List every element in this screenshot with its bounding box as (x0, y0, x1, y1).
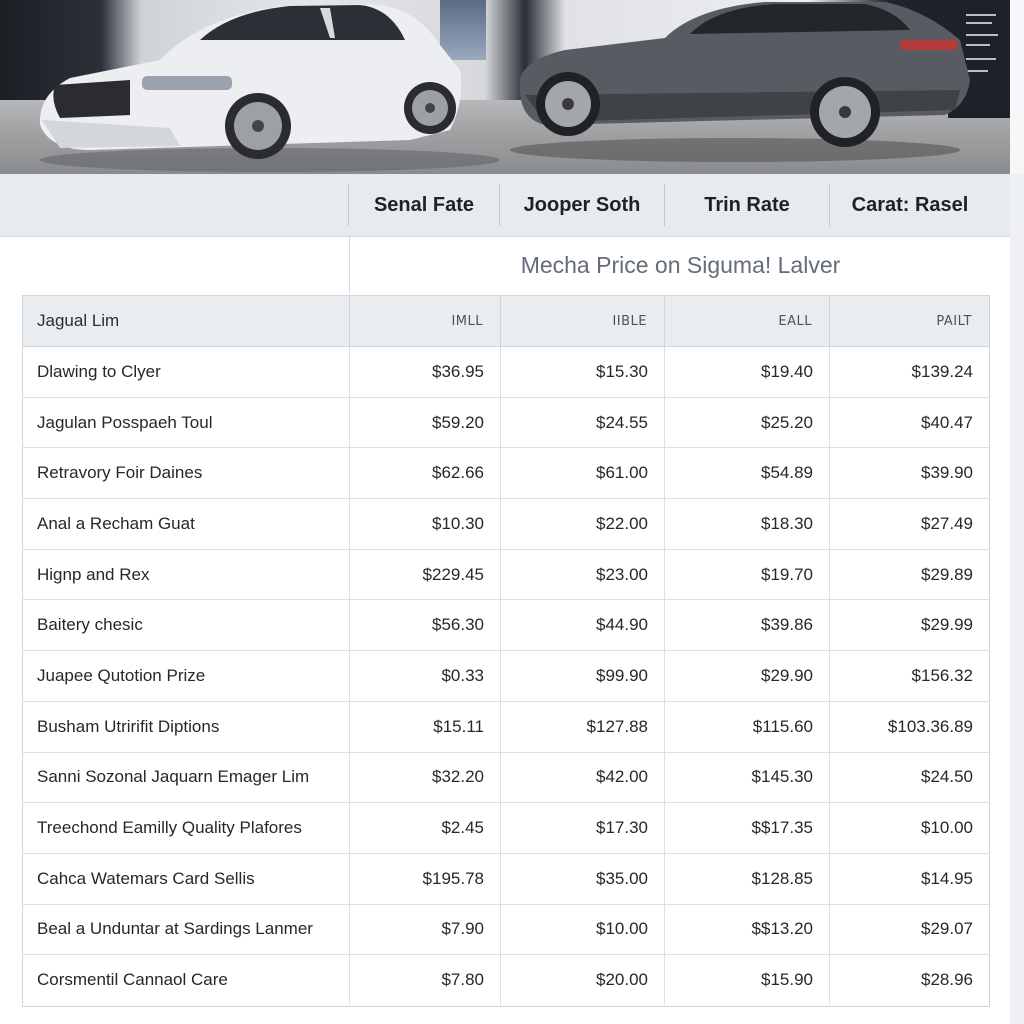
top-header-col-1: Senal Fate (373, 193, 475, 216)
price-cell: $40.47 (921, 412, 973, 432)
price-cell: $156.32 (911, 665, 973, 685)
price-cell: $35.00 (501, 854, 665, 904)
price-cell: $7.90 (350, 905, 501, 955)
price-cell: $195.78 (350, 854, 501, 904)
price-cell: $15.11 (350, 702, 501, 752)
table-row (23, 905, 989, 956)
row-name-cell: Corsmentil Cannaol Care (23, 955, 350, 1005)
price-cell: $139.24 (911, 361, 973, 381)
price-cell: $29.90 (665, 651, 830, 701)
price-table (22, 295, 990, 1007)
price-cell: $22.00 (501, 499, 665, 549)
column-header: IMLL (350, 296, 501, 347)
row-name-cell: Dlawing to Clyer (23, 347, 350, 397)
price-cell: $61.00 (501, 448, 665, 498)
column-header: PAILT (830, 296, 989, 347)
price-cell: $62.66 (350, 448, 501, 498)
price-cell: $19.70 (665, 550, 830, 600)
price-cell: $23.00 (501, 550, 665, 600)
table-row (23, 347, 989, 398)
row-label-header: Jagual Lim (23, 296, 350, 347)
table-row (23, 854, 989, 905)
price-cell: $25.20 (665, 398, 830, 448)
price-cell: $10.30 (350, 499, 501, 549)
table-row (23, 803, 989, 854)
row-name-cell: Retravory Foir Daines (23, 448, 350, 498)
price-cell: $36.95 (350, 347, 501, 397)
table-row (23, 955, 989, 1006)
price-cell: $28.96 (921, 970, 973, 990)
price-cell: $32.20 (350, 753, 501, 803)
row-name-cell: Anal a Recham Guat (23, 499, 350, 549)
price-cell: $39.90 (921, 463, 973, 483)
price-cell: $29.07 (921, 919, 973, 939)
row-name-cell: Juapee Qutotion Prize (23, 651, 350, 701)
column-header: EALL (665, 296, 830, 347)
price-cell: $$17.35 (665, 803, 830, 853)
price-cell: $27.49 (921, 513, 973, 533)
price-cell: $15.90 (665, 955, 830, 1005)
price-cell: $103.36.89 (887, 716, 973, 736)
price-cell: $29.99 (921, 615, 973, 635)
price-cell: $$13.20 (665, 905, 830, 955)
price-cell: $24.55 (501, 398, 665, 448)
price-cell: $10.00 (501, 905, 665, 955)
price-cell: $0.33 (350, 651, 501, 701)
price-cell: $7.80 (350, 955, 501, 1005)
row-name-cell: Busham Utririfit Diptions (23, 702, 350, 752)
column-header: IIBLE (501, 296, 665, 347)
showroom-banner (0, 0, 1010, 174)
price-cell: $145.30 (665, 753, 830, 803)
table-row (23, 448, 989, 499)
row-name-cell: Hignp and Rex (23, 550, 350, 600)
price-cell: $127.88 (501, 702, 665, 752)
top-header-col-2: Jooper Soth (523, 193, 641, 216)
price-cell: $15.30 (501, 347, 665, 397)
price-cell: $56.30 (350, 600, 501, 650)
price-cell: $18.30 (665, 499, 830, 549)
grey-sedan-image (505, 0, 975, 174)
row-name-cell: Sanni Sozonal Jaquarn Emager Lim (23, 753, 350, 803)
table-row (23, 499, 989, 550)
price-cell: $19.40 (665, 347, 830, 397)
price-cell: $115.60 (665, 702, 830, 752)
row-name-cell: Baitery chesic (23, 600, 350, 650)
price-cell: $10.00 (921, 818, 973, 838)
price-cell: $2.45 (350, 803, 501, 853)
price-cell: $20.00 (501, 955, 665, 1005)
page-edge (1010, 174, 1024, 1024)
row-name-cell: Jagulan Posspaeh Toul (23, 398, 350, 448)
price-cell: $42.00 (501, 753, 665, 803)
table-row (23, 398, 989, 449)
price-cell: $17.30 (501, 803, 665, 853)
price-cell: $29.89 (921, 564, 973, 584)
table-row (23, 702, 989, 753)
top-header-col-3: Trin Rate (704, 193, 790, 216)
table-row (23, 753, 989, 804)
price-cell: $44.90 (501, 600, 665, 650)
price-cell: $39.86 (665, 600, 830, 650)
price-cell: $128.85 (665, 854, 830, 904)
table-row (23, 651, 989, 702)
table-body (23, 347, 989, 1006)
price-cell: $24.50 (921, 767, 973, 787)
price-cell: $54.89 (665, 448, 830, 498)
row-name-cell: Beal a Unduntar at Sardings Lanmer (23, 905, 350, 955)
price-cell: $229.45 (350, 550, 501, 600)
top-header-col-4: Carat: Rasel (851, 193, 969, 216)
row-name-cell: Treechond Eamilly Quality Plafores (23, 803, 350, 853)
table-row (23, 600, 989, 651)
table-row (23, 550, 989, 601)
white-sedan-image (30, 0, 500, 174)
price-cell: $14.95 (921, 868, 973, 888)
price-cell: $59.20 (350, 398, 501, 448)
row-name-cell: Cahca Watemars Card Sellis (23, 854, 350, 904)
price-cell: $99.90 (501, 651, 665, 701)
table-subtitle: Mecha Price on Siguma! Lalver (349, 236, 1011, 294)
